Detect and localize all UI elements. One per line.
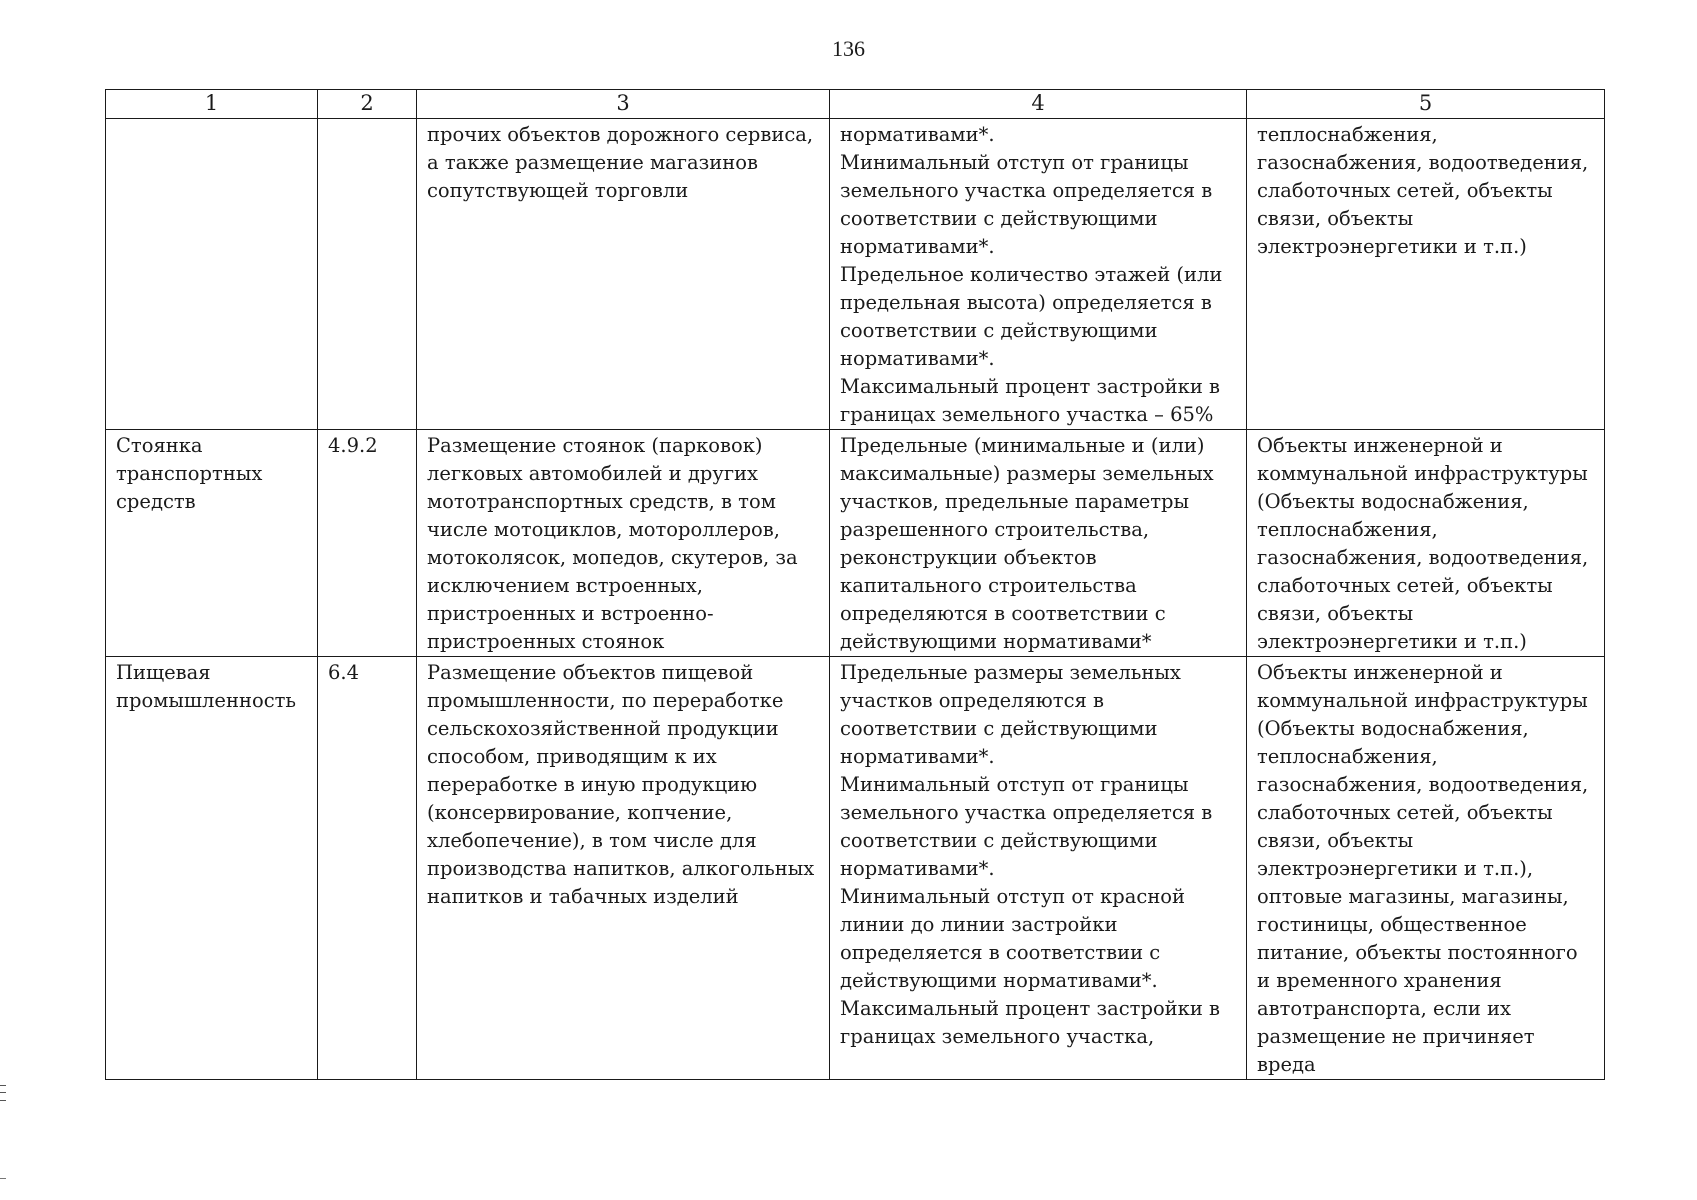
column-header: 5 [1247, 90, 1605, 119]
scan-margin-mark [0, 1085, 6, 1101]
parameters-cell [830, 430, 1247, 657]
column-header: 4 [830, 90, 1247, 119]
use-parameters: нормативами*. Минимальный отступ от границы земельного участка определяется в соответствии с действующими нормативами*. Предельное количество этажей (или предельная высота) определяется в соответствии с действующими нормативами*. Максимальный процент застройки в границах земельного участка – 65% [840, 123, 1223, 426]
use-auxiliary: Объекты инженерной и коммунальной инфраструктуры (Объекты водоснабжения, теплоснабжения, газоснабжения, водоотведения, слаботочных сетей, объекты связи, объекты электроэнергетики и т.п.), оптовые магазины, магазины, гостиницы, общественное питание, объекты постоянного и временного хранения автотранспорта, если их размещение не причиняет вреда [1257, 661, 1589, 1076]
use-code-cell [318, 657, 417, 1080]
use-name: Стоянка транспортных средств [116, 434, 263, 513]
land-use-table [105, 89, 1605, 1080]
use-code-cell [318, 119, 417, 430]
table-row [106, 657, 1605, 1080]
use-auxiliary: Объекты инженерной и коммунальной инфраструктуры (Объекты водоснабжения, теплоснабжения, газоснабжения, водоотведения, слаботочных сетей, объекты связи, объекты электроэнергетики и т.п.) [1257, 434, 1589, 653]
use-parameters: Предельные (минимальные и (или) максимальные) размеры земельных участков, предельные параметры разрешенного строительства, реконструкции объектов капитального строительства определяются в соответствии с действующими нормативами* [840, 434, 1214, 653]
parameters-cell [830, 119, 1247, 430]
use-name-cell [106, 657, 318, 1080]
use-description: прочих объектов дорожного сервиса, а также размещение магазинов сопутствующей торговли [427, 123, 814, 202]
page-number: 136 [832, 36, 865, 61]
description-cell [417, 119, 830, 430]
table-row [106, 119, 1605, 430]
scan-margin-tick [0, 1178, 6, 1179]
column-header: 3 [417, 90, 830, 119]
description-cell [417, 657, 830, 1080]
use-name: Пищевая промышленность [116, 661, 297, 712]
use-name-cell [106, 430, 318, 657]
use-auxiliary: теплоснабжения, газоснабжения, водоотведения, слаботочных сетей, объекты связи, объекты электроэнергетики и т.п.) [1257, 123, 1589, 258]
column-header: 2 [318, 90, 417, 119]
use-description: Размещение объектов пищевой промышленности, по переработке сельскохозяйственной продукции способом, приводящим к их переработке в иную продукцию (консервирование, копчение, хлебопечение), в том числе для производства напитков, алкогольных напитков и табачных изделий [427, 661, 815, 908]
use-description: Размещение стоянок (парковок) легковых автомобилей и других мототранспортных средств, в том числе мотоциклов, мотороллеров, мотоколясок, мопедов, скутеров, за исключением встроенных, пристроенных и встроенно- пристроенных стоянок [427, 434, 798, 653]
description-cell [417, 430, 830, 657]
use-code-cell [318, 430, 417, 657]
use-code: 4.9.2 [328, 434, 378, 457]
table-header-row [106, 90, 1605, 119]
auxiliary-cell [1247, 657, 1605, 1080]
parameters-cell [830, 657, 1247, 1080]
auxiliary-cell [1247, 119, 1605, 430]
column-header: 1 [106, 90, 318, 119]
use-name-cell [106, 119, 318, 430]
use-parameters: Предельные размеры земельных участков определяются в соответствии с действующими нормативами*. Минимальный отступ от границы земельного участка определяется в соответствии с действующими нормативами*. Минимальный отступ от красной линии до линии застройки определяется в соответствии с действующими нормативами*. Максимальный процент застройки в границах земельного участка, [840, 661, 1221, 1048]
table-row [106, 430, 1605, 657]
use-code: 6.4 [328, 661, 360, 684]
auxiliary-cell [1247, 430, 1605, 657]
